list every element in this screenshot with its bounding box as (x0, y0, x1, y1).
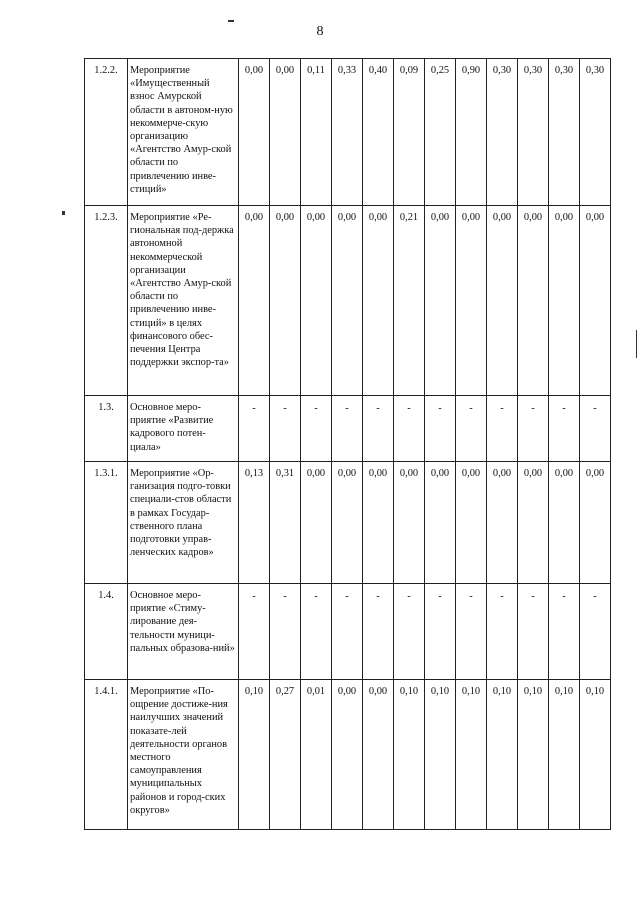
row-name: Мероприятие «Ре-гиональная под-держка автономной некоммерческой организации «Агентство Амур-ской области по привлечению инве-стиций» в целях финансового обес-печения Центра поддержки экспор-та» (128, 206, 239, 396)
value-cell: 0,00 (394, 462, 425, 584)
value-cell: 0,00 (301, 462, 332, 584)
value-cell: 0,10 (518, 680, 549, 830)
value-cell: 0,25 (425, 59, 456, 206)
value-cell: - (270, 396, 301, 462)
value-cell: 0,09 (394, 59, 425, 206)
value-cell: 0,30 (518, 59, 549, 206)
value-cell: - (270, 584, 301, 680)
value-cell: 0,11 (301, 59, 332, 206)
value-cell: 0,00 (549, 462, 580, 584)
value-cell: 0,90 (456, 59, 487, 206)
value-cell: - (301, 584, 332, 680)
value-cell: 0,00 (580, 206, 611, 396)
value-cell: 0,10 (487, 680, 518, 830)
value-cell: 0,00 (425, 206, 456, 396)
row-name: Мероприятие «По-ощрение достиже-ния наилучших значений показате-лей деятельности органов местного самоуправления муниципальных районов и город-ских округов» (128, 680, 239, 830)
scan-mark (62, 211, 65, 215)
row-number: 1.4. (85, 584, 128, 680)
table-row (85, 206, 611, 396)
value-cell: - (549, 584, 580, 680)
scan-mark (228, 20, 234, 22)
value-cell: - (549, 396, 580, 462)
value-cell: - (394, 584, 425, 680)
value-cell: 0,10 (425, 680, 456, 830)
table-row (85, 462, 611, 584)
scan-mark (636, 330, 637, 358)
value-cell: 0,00 (363, 680, 394, 830)
row-name: Основное меро-приятие «Развитие кадрового потен-циала» (128, 396, 239, 462)
value-cell: - (518, 396, 549, 462)
value-cell: - (239, 584, 270, 680)
row-name: Основное меро-приятие «Стиму-лирование дея-тельности муници-пальных образова-ний» (128, 584, 239, 680)
value-cell: - (425, 396, 456, 462)
value-cell: 0,00 (301, 206, 332, 396)
value-cell: 0,00 (270, 59, 301, 206)
value-cell: 0,00 (580, 462, 611, 584)
value-cell: 0,00 (518, 462, 549, 584)
value-cell: 0,00 (239, 206, 270, 396)
value-cell: 0,00 (518, 206, 549, 396)
value-cell: 0,30 (549, 59, 580, 206)
table-row (85, 680, 611, 830)
value-cell: 0,00 (363, 462, 394, 584)
value-cell: 0,27 (270, 680, 301, 830)
value-cell: 0,10 (549, 680, 580, 830)
row-number: 1.2.2. (85, 59, 128, 206)
table-row (85, 584, 611, 680)
row-number: 1.4.1. (85, 680, 128, 830)
value-cell: 0,00 (363, 206, 394, 396)
value-cell: 0,40 (363, 59, 394, 206)
value-cell: - (332, 396, 363, 462)
value-cell: - (425, 584, 456, 680)
value-cell: 0,00 (456, 462, 487, 584)
value-cell: 0,10 (456, 680, 487, 830)
value-cell: 0,00 (487, 206, 518, 396)
value-cell: 0,00 (487, 462, 518, 584)
value-cell: - (456, 396, 487, 462)
value-cell: 0,21 (394, 206, 425, 396)
row-number: 1.3. (85, 396, 128, 462)
value-cell: - (518, 584, 549, 680)
row-name: Мероприятие «Имущественный взнос Амурской области в автоном-ную некоммерче-скую организацию «Агентство Амур-ской области по привлечению инве-стиций» (128, 59, 239, 206)
value-cell: - (394, 396, 425, 462)
value-cell: - (487, 584, 518, 680)
value-cell: 0,01 (301, 680, 332, 830)
value-cell: - (456, 584, 487, 680)
value-cell: 0,00 (549, 206, 580, 396)
value-cell: 0,00 (270, 206, 301, 396)
value-cell: 0,00 (332, 206, 363, 396)
value-cell: - (580, 396, 611, 462)
value-cell: 0,31 (270, 462, 301, 584)
table-row (85, 59, 611, 206)
value-cell: 0,00 (425, 462, 456, 584)
page-number: 8 (316, 24, 324, 39)
value-cell: 0,33 (332, 59, 363, 206)
row-name: Мероприятие «Ор-ганизация подго-товки специали-стов области в рамках Государ-ственного плана подготовки управ-ленческих кадров» (128, 462, 239, 584)
value-cell: 0,30 (580, 59, 611, 206)
row-number: 1.3.1. (85, 462, 128, 584)
value-cell: 0,13 (239, 462, 270, 584)
value-cell: - (487, 396, 518, 462)
value-cell: 0,10 (394, 680, 425, 830)
value-cell: 0,00 (456, 206, 487, 396)
value-cell: - (363, 584, 394, 680)
value-cell: 0,00 (332, 680, 363, 830)
value-cell: 0,00 (239, 59, 270, 206)
data-table (84, 58, 611, 830)
value-cell: 0,10 (239, 680, 270, 830)
value-cell: - (332, 584, 363, 680)
value-cell: 0,00 (332, 462, 363, 584)
value-cell: 0,30 (487, 59, 518, 206)
value-cell: - (239, 396, 270, 462)
value-cell: - (301, 396, 332, 462)
row-number: 1.2.3. (85, 206, 128, 396)
value-cell: - (363, 396, 394, 462)
value-cell: 0,10 (580, 680, 611, 830)
value-cell: - (580, 584, 611, 680)
table-row (85, 396, 611, 462)
